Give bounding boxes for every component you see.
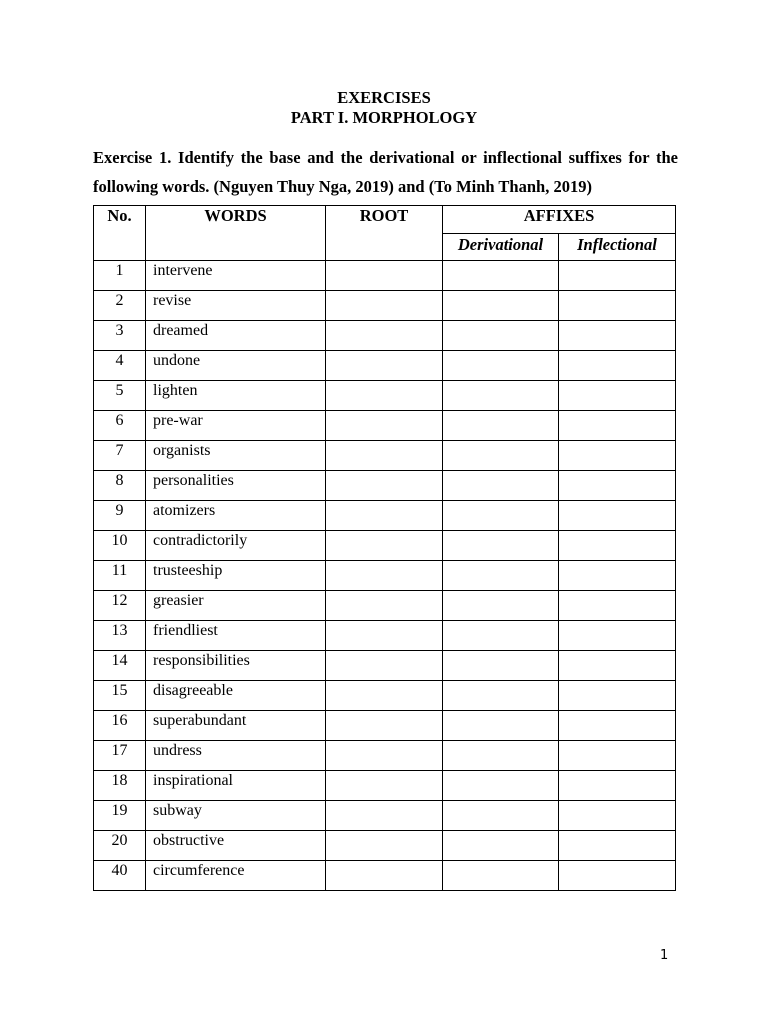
row-inflectional-cell <box>559 591 676 621</box>
table-row <box>94 351 676 381</box>
row-number: 12 <box>94 591 146 621</box>
row-number: 7 <box>94 441 146 471</box>
row-inflectional-cell <box>559 411 676 441</box>
row-number: 13 <box>94 621 146 651</box>
row-word: intervene <box>146 261 326 291</box>
row-root-cell <box>326 681 443 711</box>
row-number: 10 <box>94 531 146 561</box>
exercises-heading: EXERCISES <box>337 88 431 107</box>
header-derivational: Derivational <box>443 234 559 261</box>
table-row <box>94 411 676 441</box>
row-inflectional-cell <box>559 831 676 861</box>
table-row <box>94 681 676 711</box>
row-inflectional-cell <box>559 261 676 291</box>
table-row <box>94 621 676 651</box>
row-derivational-cell <box>443 351 559 381</box>
row-word: obstructive <box>146 831 326 861</box>
header-no: No. <box>94 206 146 261</box>
table-row <box>94 591 676 621</box>
row-root-cell <box>326 381 443 411</box>
row-inflectional-cell <box>559 381 676 411</box>
row-word: undone <box>146 351 326 381</box>
header-affixes: AFFIXES <box>443 206 676 234</box>
header-words: WORDS <box>146 206 326 261</box>
page-number: 1 <box>660 948 669 963</box>
row-derivational-cell <box>443 471 559 501</box>
row-inflectional-cell <box>559 531 676 561</box>
table-row <box>94 741 676 771</box>
row-word: personalities <box>146 471 326 501</box>
table-row <box>94 561 676 591</box>
row-derivational-cell <box>443 591 559 621</box>
table-row <box>94 261 676 291</box>
row-word: contradictorily <box>146 531 326 561</box>
row-word: revise <box>146 291 326 321</box>
table-row <box>94 711 676 741</box>
row-derivational-cell <box>443 651 559 681</box>
row-root-cell <box>326 501 443 531</box>
table-row <box>94 861 676 891</box>
row-inflectional-cell <box>559 501 676 531</box>
row-number: 4 <box>94 351 146 381</box>
row-word: responsibilities <box>146 651 326 681</box>
row-inflectional-cell <box>559 771 676 801</box>
row-root-cell <box>326 471 443 501</box>
row-word: undress <box>146 741 326 771</box>
row-root-cell <box>326 621 443 651</box>
header-inflectional: Inflectional <box>559 234 676 261</box>
row-number: 3 <box>94 321 146 351</box>
table-body <box>94 261 676 891</box>
row-root-cell <box>326 441 443 471</box>
row-inflectional-cell <box>559 741 676 771</box>
row-inflectional-cell <box>559 471 676 501</box>
row-inflectional-cell <box>559 561 676 591</box>
table-row <box>94 651 676 681</box>
table-row <box>94 441 676 471</box>
table-row <box>94 471 676 501</box>
row-root-cell <box>326 711 443 741</box>
row-derivational-cell <box>443 861 559 891</box>
row-word: atomizers <box>146 501 326 531</box>
row-number: 8 <box>94 471 146 501</box>
row-number: 20 <box>94 831 146 861</box>
row-derivational-cell <box>443 531 559 561</box>
row-word: disagreeable <box>146 681 326 711</box>
row-inflectional-cell <box>559 351 676 381</box>
row-word: greasier <box>146 591 326 621</box>
row-number: 6 <box>94 411 146 441</box>
row-number: 40 <box>94 861 146 891</box>
row-root-cell <box>326 861 443 891</box>
row-root-cell <box>326 741 443 771</box>
row-derivational-cell <box>443 261 559 291</box>
row-number: 5 <box>94 381 146 411</box>
row-inflectional-cell <box>559 801 676 831</box>
row-derivational-cell <box>443 561 559 591</box>
row-number: 11 <box>94 561 146 591</box>
table-row <box>94 831 676 861</box>
row-number: 9 <box>94 501 146 531</box>
row-word: subway <box>146 801 326 831</box>
part-heading: PART I. MORPHOLOGY <box>290 108 478 127</box>
row-word: organists <box>146 441 326 471</box>
row-derivational-cell <box>443 441 559 471</box>
row-inflectional-cell <box>559 651 676 681</box>
row-root-cell <box>326 321 443 351</box>
row-derivational-cell <box>443 501 559 531</box>
row-derivational-cell <box>443 711 559 741</box>
row-word: friendliest <box>146 621 326 651</box>
row-derivational-cell <box>443 801 559 831</box>
row-number: 18 <box>94 771 146 801</box>
row-root-cell <box>326 591 443 621</box>
row-root-cell <box>326 291 443 321</box>
row-word: inspirational <box>146 771 326 801</box>
exercise-instructions: Exercise 1. Identify the base and the derivational or inflectional suffixes for the following words. (Nguyen Thuy Nga, 2019) and (To Minh Thanh, 2019) <box>93 148 678 196</box>
row-derivational-cell <box>443 621 559 651</box>
row-inflectional-cell <box>559 441 676 471</box>
row-number: 19 <box>94 801 146 831</box>
row-derivational-cell <box>443 411 559 441</box>
row-derivational-cell <box>443 291 559 321</box>
row-inflectional-cell <box>559 291 676 321</box>
row-word: trusteeship <box>146 561 326 591</box>
row-root-cell <box>326 831 443 861</box>
table-row <box>94 321 676 351</box>
row-root-cell <box>326 801 443 831</box>
row-number: 14 <box>94 651 146 681</box>
table-row <box>94 531 676 561</box>
table-header-row <box>94 206 676 234</box>
row-root-cell <box>326 771 443 801</box>
row-root-cell <box>326 531 443 561</box>
row-derivational-cell <box>443 741 559 771</box>
row-word: dreamed <box>146 321 326 351</box>
row-derivational-cell <box>443 381 559 411</box>
row-word: pre-war <box>146 411 326 441</box>
table-row <box>94 381 676 411</box>
exercise-table <box>93 205 676 891</box>
row-root-cell <box>326 351 443 381</box>
row-root-cell <box>326 261 443 291</box>
row-derivational-cell <box>443 681 559 711</box>
row-root-cell <box>326 411 443 441</box>
table-row <box>94 801 676 831</box>
row-number: 2 <box>94 291 146 321</box>
row-number: 15 <box>94 681 146 711</box>
row-inflectional-cell <box>559 861 676 891</box>
row-derivational-cell <box>443 831 559 861</box>
row-number: 17 <box>94 741 146 771</box>
row-derivational-cell <box>443 321 559 351</box>
row-word: superabundant <box>146 711 326 741</box>
row-number: 16 <box>94 711 146 741</box>
row-root-cell <box>326 651 443 681</box>
row-root-cell <box>326 561 443 591</box>
row-number: 1 <box>94 261 146 291</box>
row-inflectional-cell <box>559 681 676 711</box>
header-root: ROOT <box>326 206 443 261</box>
row-word: circumference <box>146 861 326 891</box>
row-word: lighten <box>146 381 326 411</box>
row-inflectional-cell <box>559 711 676 741</box>
row-derivational-cell <box>443 771 559 801</box>
table-row <box>94 501 676 531</box>
row-inflectional-cell <box>559 621 676 651</box>
table-row <box>94 771 676 801</box>
table-row <box>94 291 676 321</box>
row-inflectional-cell <box>559 321 676 351</box>
